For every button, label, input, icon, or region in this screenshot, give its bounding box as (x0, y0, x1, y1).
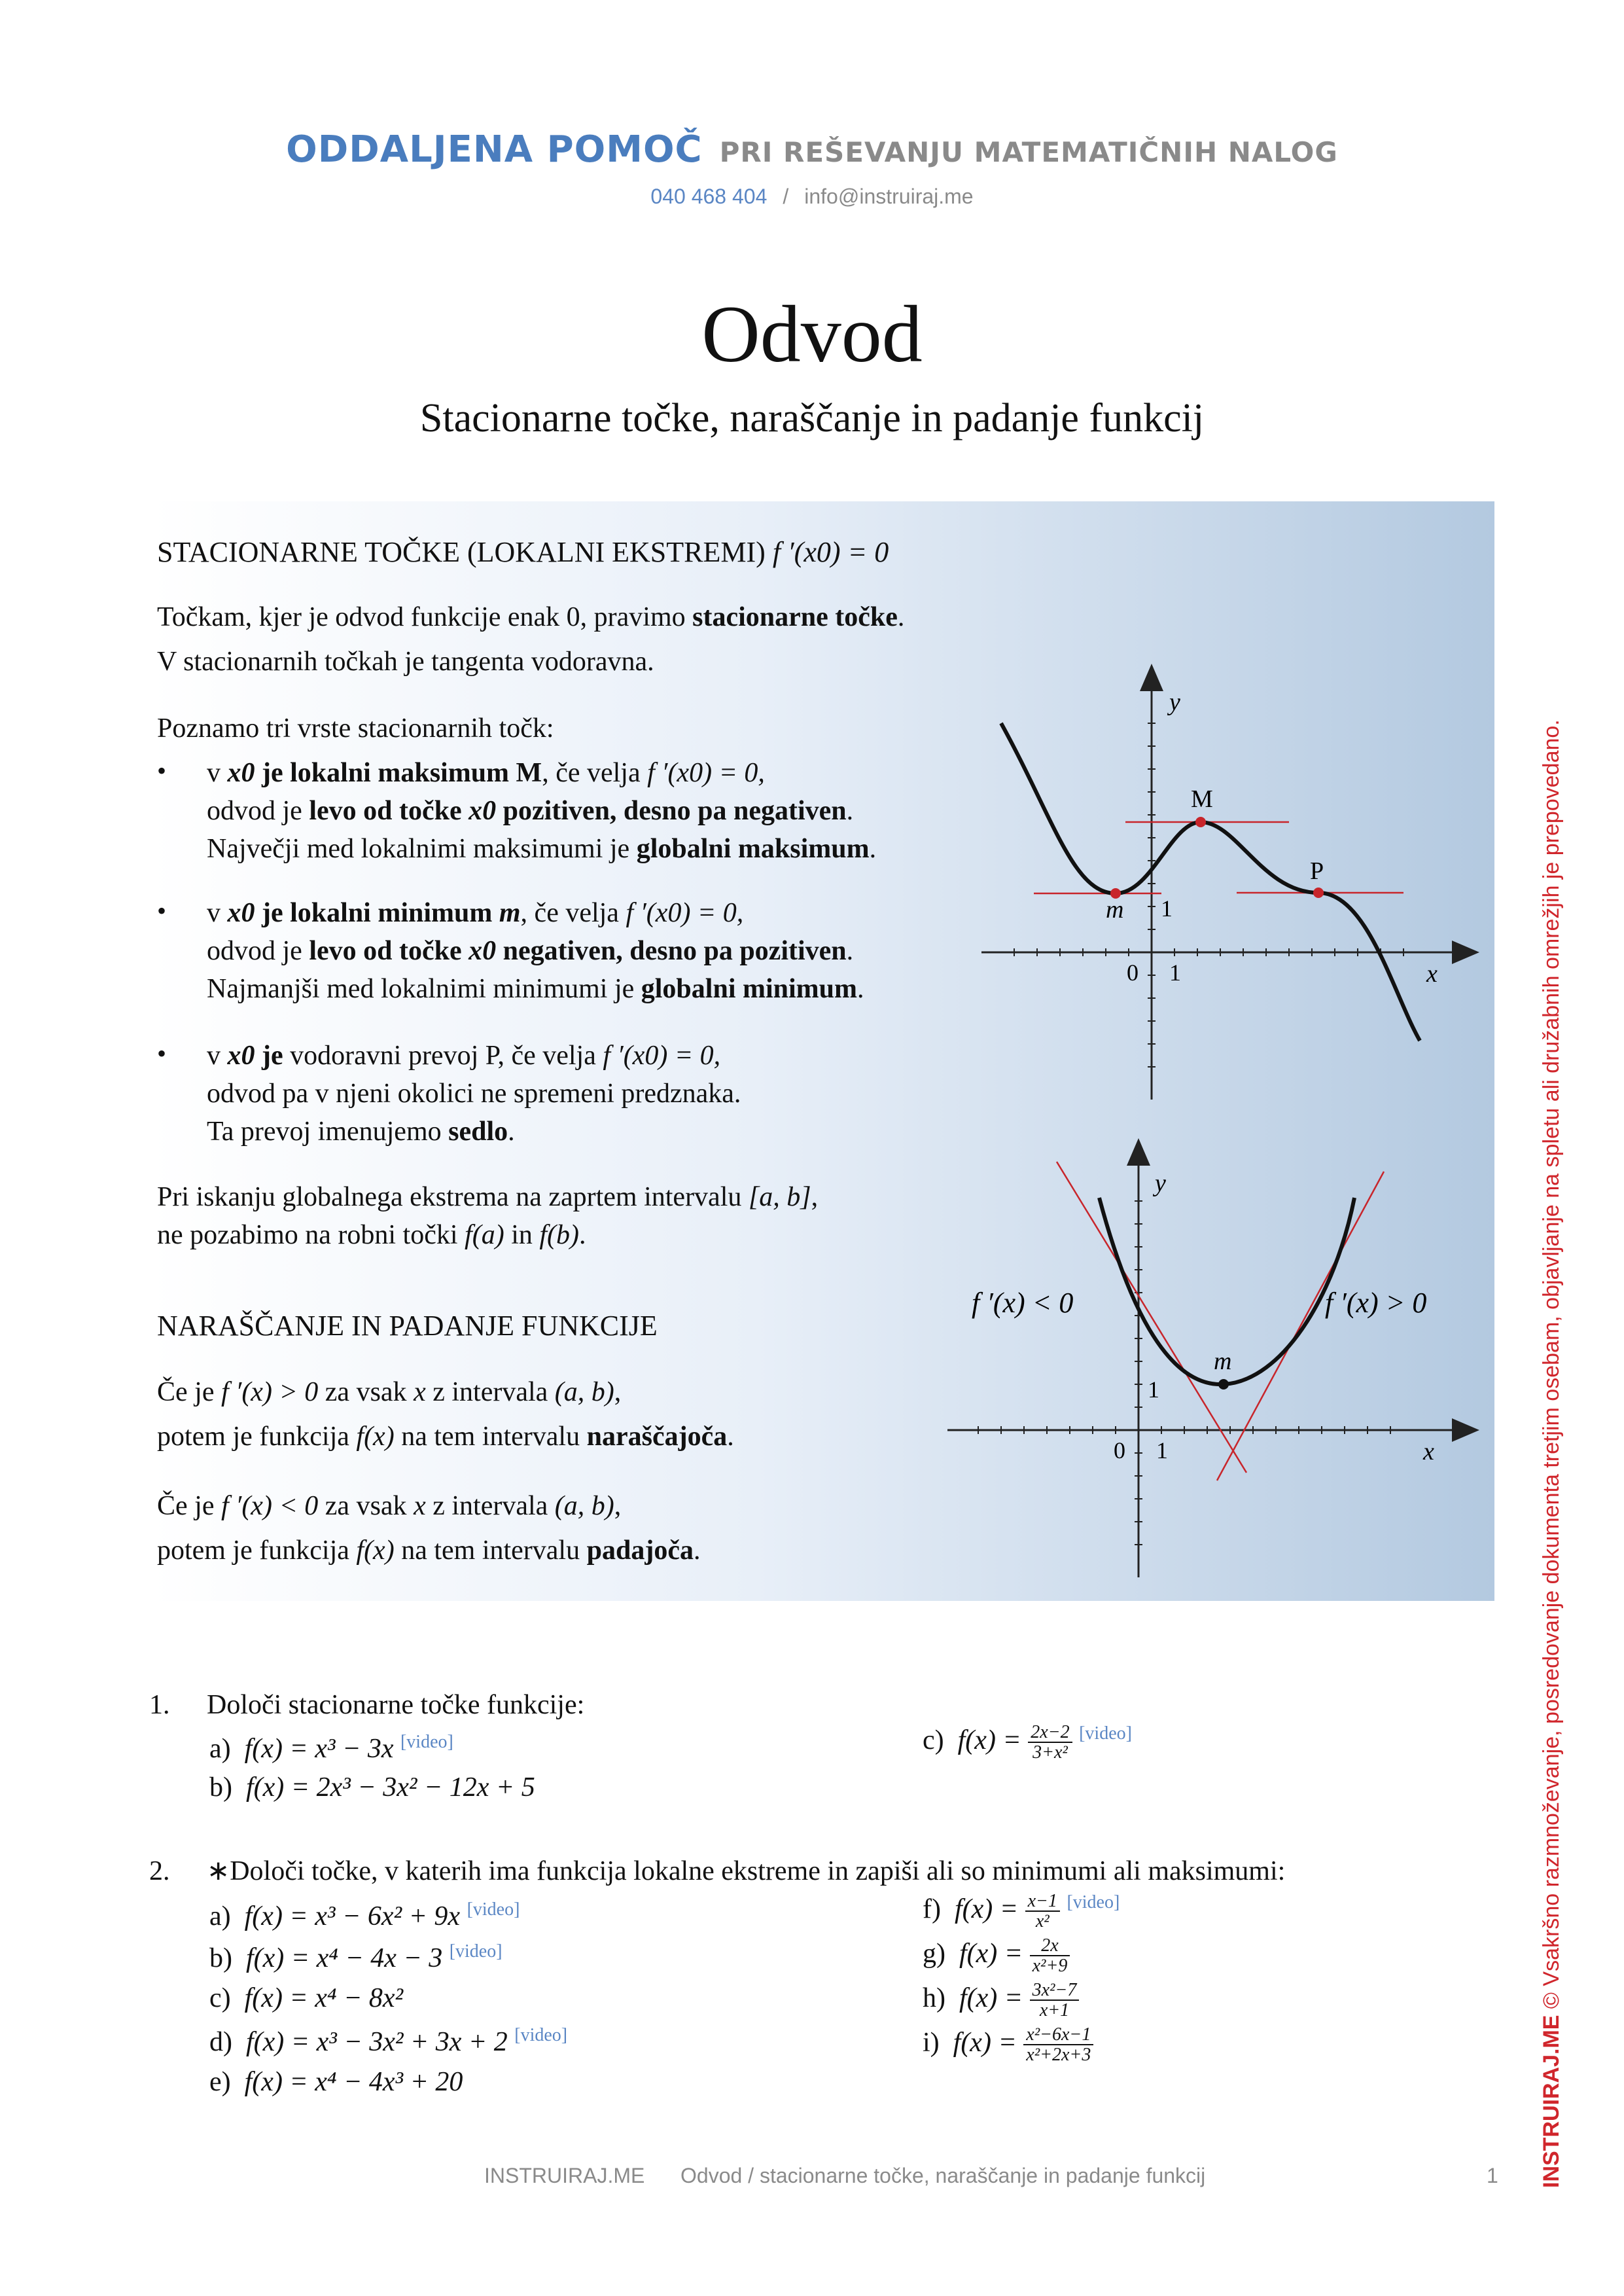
item-label: g) (923, 1939, 945, 1969)
t: ne pozabimo na robni točki (157, 1220, 465, 1250)
exercise-1a (209, 1733, 453, 1763)
bullet1-line3 (207, 835, 876, 863)
page-title: Odvod (701, 289, 923, 379)
numerator: 3x²−7 (1030, 1981, 1080, 2001)
bullet3-line3 (207, 1118, 515, 1145)
saddle-label: P (1310, 857, 1324, 885)
punct: . (508, 1117, 515, 1147)
t: v (207, 1041, 228, 1071)
email-link[interactable]: info@instruiraj.me (804, 185, 974, 208)
formula: f ′(x) < 0 (221, 1491, 319, 1521)
header-brand (0, 128, 1624, 171)
item-label: c) (923, 1725, 944, 1756)
term-decreasing: padajoča (586, 1535, 694, 1566)
interval: [a, b] (748, 1182, 811, 1212)
item-label: c) (209, 1983, 231, 2013)
min-label: m (1214, 1348, 1232, 1375)
interval: (a, b) (554, 1491, 614, 1521)
t: , če velja (542, 758, 648, 788)
video-link[interactable]: [video] (400, 1732, 453, 1752)
exercise-2i (923, 2025, 1093, 2065)
video-link[interactable]: [video] (514, 2025, 568, 2045)
formula: f(x) = 2x³ − 3x² − 12x + 5 (246, 1772, 535, 1803)
exercise-1b (209, 1774, 535, 1801)
punct: . (857, 974, 864, 1004)
bullet3-line1 (207, 1042, 720, 1069)
exercise-2-text: ∗Določi točke, v katerih ima funkcija lokalne ekstreme in zapiši ali so minimumi ali maksimumi: (207, 1856, 1286, 1886)
fraction (1023, 2025, 1093, 2065)
exercise-2f (923, 1892, 1120, 1931)
min-point (1218, 1379, 1229, 1390)
one-x-label: 1 (1169, 960, 1181, 986)
punct: . (846, 936, 854, 966)
term-global-max: globalni maksimum (636, 834, 870, 864)
exercise-1-number: 1. (149, 1690, 170, 1720)
bullet1-line2 (207, 797, 853, 825)
var-x0: x0 (468, 796, 497, 826)
numerator: 2x−2 (1028, 1723, 1072, 1743)
denominator: x²+2x+3 (1026, 2045, 1091, 2066)
item-label: e) (209, 2067, 231, 2097)
t: Ta prevoj imenujemo (207, 1117, 449, 1147)
punct: . (897, 602, 905, 632)
punct: , (811, 1182, 819, 1212)
formula: f ′(x) > 0 (221, 1377, 319, 1407)
t: z intervala (425, 1491, 555, 1521)
exercise-2e (209, 2068, 463, 2096)
bullet2-line3 (207, 975, 864, 1003)
t: Največji med lokalnimi maksimumi je (207, 834, 637, 864)
global-line-1 (157, 1183, 818, 1211)
fraction (1030, 1936, 1070, 1976)
footer-brand: INSTRUIRAJ.ME (484, 2164, 645, 2187)
denominator: x²+9 (1032, 1956, 1068, 1977)
item-label: a) (209, 1901, 231, 1931)
t: vodoravni prevoj P, če velja (283, 1041, 603, 1071)
numerator: x²−6x−1 (1023, 2025, 1093, 2045)
decreasing-line-1 (157, 1492, 621, 1520)
exercise-2c (209, 1984, 403, 2012)
interval: (a, b) (554, 1377, 614, 1407)
one-x-label: 1 (1156, 1437, 1168, 1463)
punct: . (727, 1422, 734, 1452)
item-label: b) (209, 1943, 232, 1973)
max-label: M (1191, 785, 1213, 813)
fa: f(a) (465, 1220, 504, 1250)
formula: f(x) = x⁴ − 8x² (244, 1983, 404, 2013)
var-m: m (499, 898, 521, 928)
copyright-side-note (1539, 719, 1564, 2188)
var-x0: x0 (227, 758, 255, 788)
punct: , (614, 1491, 622, 1521)
formula: f(x) = x³ − 6x² + 9x (244, 1901, 461, 1931)
y-label: y (1155, 1170, 1166, 1197)
monotonic-graph (942, 1126, 1492, 1584)
item-label: f) (923, 1894, 941, 1925)
min-label: m (1106, 896, 1124, 924)
exercise-2-number: 2. (149, 1856, 170, 1886)
numerator: x−1 (1025, 1892, 1060, 1912)
t: potem je funkcija (157, 1422, 357, 1452)
t: v (207, 898, 228, 928)
t: , če velja (520, 898, 626, 928)
t: na tem intervalu (394, 1535, 587, 1566)
fraction (1028, 1723, 1072, 1763)
decreasing-line-2 (157, 1537, 700, 1564)
fx: f(x) (356, 1535, 395, 1566)
term-local-max: je lokalni maksimum M (255, 758, 542, 788)
t: Najmanjši med lokalnimi minimumi je (207, 974, 641, 1004)
t: Pri iskanju globalnega ekstrema na zaprtem intervalu (157, 1182, 749, 1212)
formula: f(x) = (959, 1939, 1023, 1969)
fb: f(b) (539, 1220, 580, 1250)
punct: . (846, 796, 854, 826)
types-intro: Poznamo tri vrste stacionarnih točk: (157, 713, 554, 744)
brand-main: ODDALJENA POMOČ (286, 128, 703, 171)
x-label: x (1423, 1438, 1434, 1465)
side-text: © Vsakršno razmnoževanje, posredovanje dokumenta tretjim osebam, objavljanje na spletu ali družabnih omrežjih je prepovedano. (1539, 719, 1564, 2015)
x-label: x (1426, 960, 1438, 988)
denominator: 3+x² (1033, 1742, 1068, 1763)
item-label: h) (923, 1983, 945, 2014)
video-link[interactable]: [video] (467, 1899, 520, 1920)
item-label: d) (209, 2027, 232, 2057)
term-stationary: stacionarne točke (692, 602, 898, 632)
term-increasing: naraščajoča (586, 1422, 728, 1452)
formula: f(x) = x⁴ − 4x³ + 20 (244, 2067, 463, 2097)
punct: . (693, 1535, 701, 1566)
term-global-min: globalni minimum (641, 974, 858, 1004)
t: na tem intervalu (394, 1422, 587, 1452)
punct: . (579, 1220, 586, 1250)
fraction (1025, 1892, 1060, 1931)
formula: f(x) = (954, 1894, 1019, 1925)
header-contact (0, 185, 1624, 209)
formula: f(x) = x³ − 3x (244, 1734, 394, 1764)
footer-document-title: Odvod / stacionarne točke, naraščanje in padanje funkcij (680, 2164, 1206, 2187)
formula: f ′(x0) = 0, (626, 898, 744, 928)
var-x0: x0 (227, 1041, 255, 1071)
one-y-label: 1 (1161, 895, 1173, 922)
t: odvod je (207, 796, 309, 826)
origin-label: 0 (1127, 960, 1139, 986)
bullet2-line1 (207, 899, 743, 927)
t-bold: levo od točke (309, 936, 469, 966)
video-link[interactable]: [video] (449, 1941, 503, 1962)
section-heading-stationary (157, 535, 889, 569)
t: Če je (157, 1377, 221, 1407)
heading-text: STACIONARNE TOČKE (LOKALNI EKSTREMI) (157, 536, 766, 568)
brand-sub: PRI REŠEVANJU MATEMATIČNIH NALOG (719, 136, 1338, 168)
denominator: x² (1035, 1911, 1050, 1932)
t: in (504, 1220, 540, 1250)
t: Če je (157, 1491, 221, 1521)
t-bold: je (255, 1041, 283, 1071)
t: z intervala (425, 1377, 555, 1407)
t-bold: levo od točke (309, 796, 469, 826)
stationary-points-graph (975, 655, 1492, 1126)
t: za vsak (318, 1377, 414, 1407)
item-label: i) (923, 2028, 940, 2058)
side-brand: INSTRUIRAJ.ME (1539, 2015, 1564, 2188)
video-link[interactable]: [video] (1079, 1723, 1132, 1744)
formula: f(x) = (953, 2028, 1017, 2058)
exercise-1c (923, 1723, 1132, 1763)
var-x0: x0 (468, 936, 497, 966)
video-link[interactable]: [video] (1067, 1892, 1120, 1913)
function-curve (1001, 723, 1420, 1041)
page-subtitle: Stacionarne točke, naraščanje in padanje funkcij (419, 396, 1205, 440)
var-x0: x0 (227, 898, 255, 928)
y-label: y (1169, 689, 1180, 716)
formula: f(x) = (957, 1725, 1021, 1756)
bullet3-line2: odvod pa v njeni okolici ne spremeni predznaka. (207, 1079, 741, 1109)
global-line-2 (157, 1221, 586, 1249)
exercise-2d (209, 2026, 567, 2056)
t-bold: negativen, desno pa pozitiven (496, 936, 847, 966)
exercise-1-text: Določi stacionarne točke funkcije: (207, 1690, 585, 1720)
tangent-right (1217, 1172, 1384, 1480)
max-point (1195, 817, 1206, 827)
item-label: b) (209, 1772, 232, 1803)
t: potem je funkcija (157, 1535, 357, 1566)
phone-number[interactable]: 040 468 404 (650, 185, 768, 208)
exercise-2a (209, 1901, 520, 1930)
intro-text: Točkam, kjer je odvod funkcije enak 0, pravimo (157, 602, 693, 632)
t: za vsak (318, 1491, 414, 1521)
punct: , (614, 1377, 622, 1407)
item-label: a) (209, 1734, 231, 1764)
formula: f ′(x0) = 0, (603, 1041, 721, 1071)
exercise-2g (923, 1936, 1070, 1976)
contact-separator: / (783, 185, 789, 208)
exercise-2b (209, 1943, 503, 1972)
bullet2-line2 (207, 937, 853, 965)
fraction (1030, 1981, 1080, 2020)
axis-ticks (1014, 723, 1403, 1067)
origin-label: 0 (1114, 1437, 1125, 1463)
t: odvod je (207, 936, 309, 966)
formula: f(x) = x⁴ − 4x − 3 (246, 1943, 443, 1973)
denominator: x+1 (1039, 2000, 1070, 2021)
formula: f(x) = x³ − 3x² + 3x + 2 (246, 2027, 508, 2057)
term-local-min: je lokalni minimum (255, 898, 499, 928)
footer-page-number: 1 (1487, 2164, 1498, 2187)
var-x: x (414, 1491, 426, 1521)
bullet1-line1 (207, 759, 765, 787)
section-heading-monotonic: NARAŠČANJE IN PADANJE FUNKCIJE (157, 1310, 658, 1342)
one-y-label: 1 (1148, 1376, 1159, 1403)
increasing-line-1 (157, 1378, 621, 1406)
bullet-dot: • (157, 756, 167, 785)
bullet-dot: • (157, 1039, 167, 1068)
increasing-line-2 (157, 1423, 734, 1450)
fx: f(x) (356, 1422, 395, 1452)
heading-formula: f ′(x0) = 0 (772, 536, 889, 568)
intro-line-2: V stacionarnih točkah je tangenta vodoravna. (157, 647, 654, 677)
t-bold: pozitiven, desno pa negativen (496, 796, 847, 826)
increasing-label: f ′(x) > 0 (1325, 1287, 1427, 1319)
decreasing-label: f ′(x) < 0 (972, 1287, 1074, 1319)
formula: f ′(x0) = 0, (647, 758, 765, 788)
exercise-2h (923, 1981, 1079, 2020)
var-x: x (414, 1377, 426, 1407)
term-saddle: sedlo (448, 1117, 508, 1147)
intro-line-1 (157, 603, 904, 631)
bullet-dot: • (157, 896, 167, 925)
numerator: 2x (1030, 1936, 1070, 1956)
tangent-left (1057, 1162, 1246, 1473)
formula: f(x) = (959, 1983, 1023, 2014)
t: v (207, 758, 228, 788)
punct: . (869, 834, 877, 864)
saddle-point (1313, 888, 1324, 898)
